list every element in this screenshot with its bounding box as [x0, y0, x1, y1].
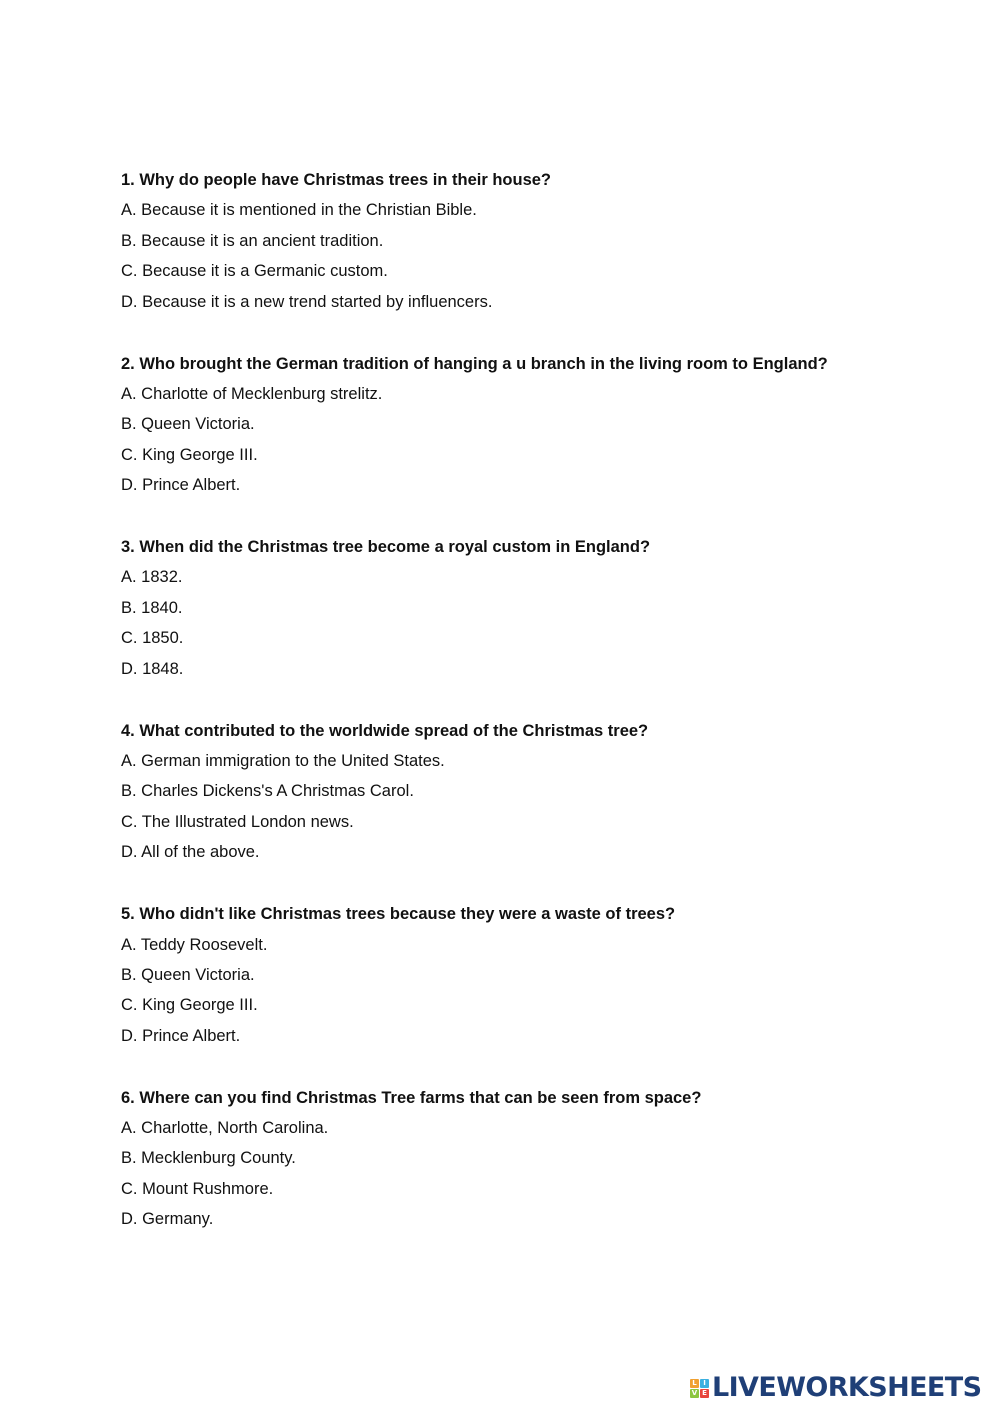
logo-cell: L: [690, 1379, 699, 1388]
question-block-2: [121, 349, 951, 501]
logo-cell: V: [691, 1388, 698, 1397]
answer-option: B. Because it is an ancient tradition.: [121, 231, 384, 250]
liveworksheets-mark-icon: [690, 1379, 709, 1398]
logo-cell: E: [700, 1389, 709, 1398]
answer-option: C. 1850.: [121, 629, 184, 648]
answer-option: B. Mecklenburg County.: [121, 1149, 296, 1168]
answer-option: D. All of the above.: [121, 843, 260, 862]
question-text: 5. Who didn't like Christmas trees because they were a waste of trees?: [121, 905, 676, 924]
answer-option: A. Charlotte, North Carolina.: [121, 1119, 329, 1138]
answer-option: A. Teddy Roosevelt.: [121, 935, 268, 954]
question-block-3: [121, 532, 951, 684]
answer-option: A. 1832.: [121, 568, 183, 587]
question-block-1: [121, 165, 951, 317]
question-text: 6. Where can you find Christmas Tree farms that can be seen from space?: [121, 1088, 702, 1107]
question-text: 1. Why do people have Christmas trees in their house?: [121, 171, 552, 189]
answer-option: A. German immigration to the United States.: [121, 752, 445, 770]
question-text: 4. What contributed to the worldwide spread of the Christmas tree?: [121, 721, 649, 740]
answer-option: D. 1848.: [121, 659, 184, 678]
answer-option: C. The Illustrated London news.: [121, 812, 354, 831]
answer-option: A. Because it is mentioned in the Christian Bible.: [121, 201, 477, 220]
answer-option: D. Prince Albert.: [121, 476, 241, 495]
answer-option: B. Queen Victoria.: [121, 965, 255, 984]
logo-cell: I: [700, 1379, 709, 1388]
worksheet: [121, 165, 951, 1266]
answer-option: B. 1840.: [121, 598, 183, 617]
answer-option: C. Because it is a Germanic custom.: [121, 262, 388, 281]
question-block-6: [121, 1083, 951, 1235]
question-block-5: [121, 899, 951, 1051]
answer-option: C. King George III.: [121, 445, 258, 464]
answer-option: A. Charlotte of Mecklenburg strelitz.: [121, 384, 383, 403]
answer-option: D. Prince Albert.: [121, 1026, 241, 1045]
answer-option: D. Because it is a new trend started by influencers.: [121, 292, 493, 311]
answer-option: C. King George III.: [121, 996, 258, 1015]
logo-text: LIVEWORKSHEETS: [712, 1372, 982, 1403]
question-text: 3. When did the Christmas tree become a royal custom in England?: [121, 538, 651, 557]
answer-option: C. Mount Rushmore.: [121, 1179, 274, 1198]
answer-option: B. Queen Victoria.: [121, 415, 255, 434]
question-block-4: [121, 716, 951, 868]
liveworksheets-logo: [690, 1372, 981, 1404]
answer-option: B. Charles Dickens's A Christmas Carol.: [121, 782, 414, 801]
answer-option: D. Germany.: [121, 1210, 214, 1229]
question-text: 2. Who brought the German tradition of hanging a u branch in the living room to England?: [121, 354, 828, 373]
